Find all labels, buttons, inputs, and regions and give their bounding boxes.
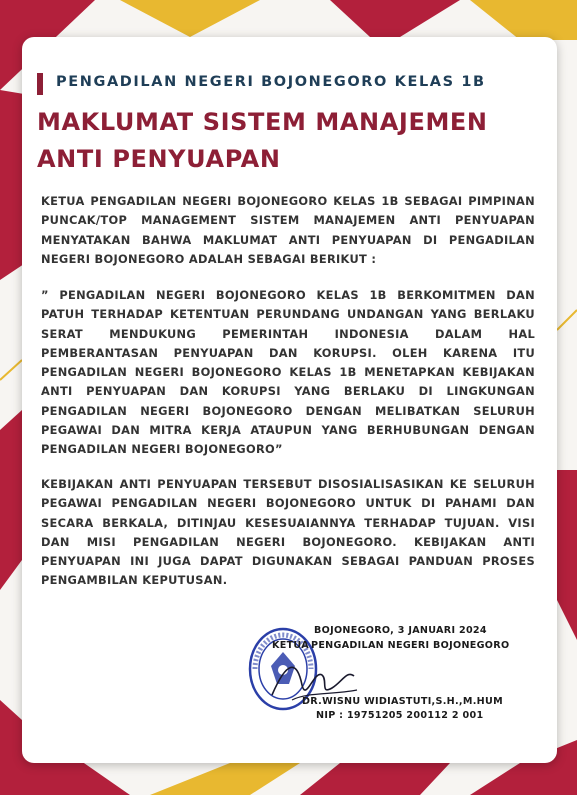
signatory-nip: NIP : 19751205 200112 2 001	[316, 710, 484, 721]
signature-place-date: BOJONEGORO, 3 JANUARI 2024	[314, 625, 487, 636]
document-title	[37, 104, 537, 178]
corner-shape-top-right-gold	[470, 0, 577, 40]
header-accent-bar	[37, 73, 43, 95]
corner-shape-top-gold	[120, 0, 260, 37]
signature-institution: PENGADILAN NEGERI BOJONEGORO	[311, 640, 510, 651]
bottom-shape-gold	[150, 763, 300, 795]
side-shape-right-red	[557, 470, 577, 640]
corner-shape-top-right-red	[330, 0, 460, 37]
policy-paragraph: KEBIJAKAN ANTI PENYUAPAN TERSEBUT DISOSIALISASIKAN KE SELURUH PEGAWAI PENGADILAN NEGERI BOJONEGORO UNTUK DI PAHAMI DAN SECARA BERKALA, DITINJAU KESESUAIANNYA TERHADAP TUJUAN. VISI DAN MISI PENGADILAN NEGERI BOJONEGORO. KEBIJAKAN ANTI PENYUAPAN INI JUGA DAPAT DIGUNAKAN SEBAGAI PANDUAN PROSES PENGAMBILAN KEPUTUSAN.	[41, 477, 535, 588]
court-name-heading: PENGADILAN NEGERI BOJONEGORO KELAS 1B	[56, 74, 486, 90]
gold-stroke-left	[0, 360, 22, 380]
signatory-name: DR.WISNU WIDIASTUTI,S.H.,M.HUM	[302, 696, 503, 707]
intro-paragraph: KETUA PENGADILAN NEGERI BOJONEGORO KELAS 1B SEBAGAI PIMPINAN PUNCAK/TOP MANAGEMENT SISTEM MANAJEMEN ANTI PENYUAPAN MENYATAKAN BAHWA MAKLUMAT ANTI PENYUAPAN DI PENGADILAN NEGERI BOJONEGORO ADALAH SEBAGAI BERIKUT :	[41, 194, 535, 266]
signature-role: KETUA	[272, 640, 309, 651]
gold-stroke-right	[557, 310, 577, 330]
commitment-paragraph: ” PENGADILAN NEGERI BOJONEGORO KELAS 1B BERKOMITMEN DAN PATUH TERHADAP KETENTUAN PERUNDANG UNDANGAN YANG BERLAKU SERAT MENDUKUNG PEMERINTAH INDONESIA DALAM HAL PEMBERANTASAN PENYUAPAN DAN KORUPSI. OLEH KARENA ITU PENGADILAN NEGERI BOJONEGORO KELAS 1B MENETAPKAN KEBIJAKAN ANTI PENYUAPAN DAN KORUPSI YANG BERLAKU DI LINGKUNGAN PENGADILAN NEGERI BOJONEGORO DENGAN MELIBATKAN SELURUH PEGAWAI DAN MITRA KERJA ATAUPUN YANG BERHUBUNGAN DENGAN PENGADILAN NEGERI BOJONEGORO”	[41, 288, 535, 457]
document-title-line-1: MAKLUMAT SISTEM MANAJEMEN	[37, 108, 488, 136]
document-title-line-2: ANTI PENYUAPAN	[37, 145, 281, 173]
bottom-shape-red-mid	[300, 763, 450, 795]
side-shape-left-red	[0, 410, 22, 590]
